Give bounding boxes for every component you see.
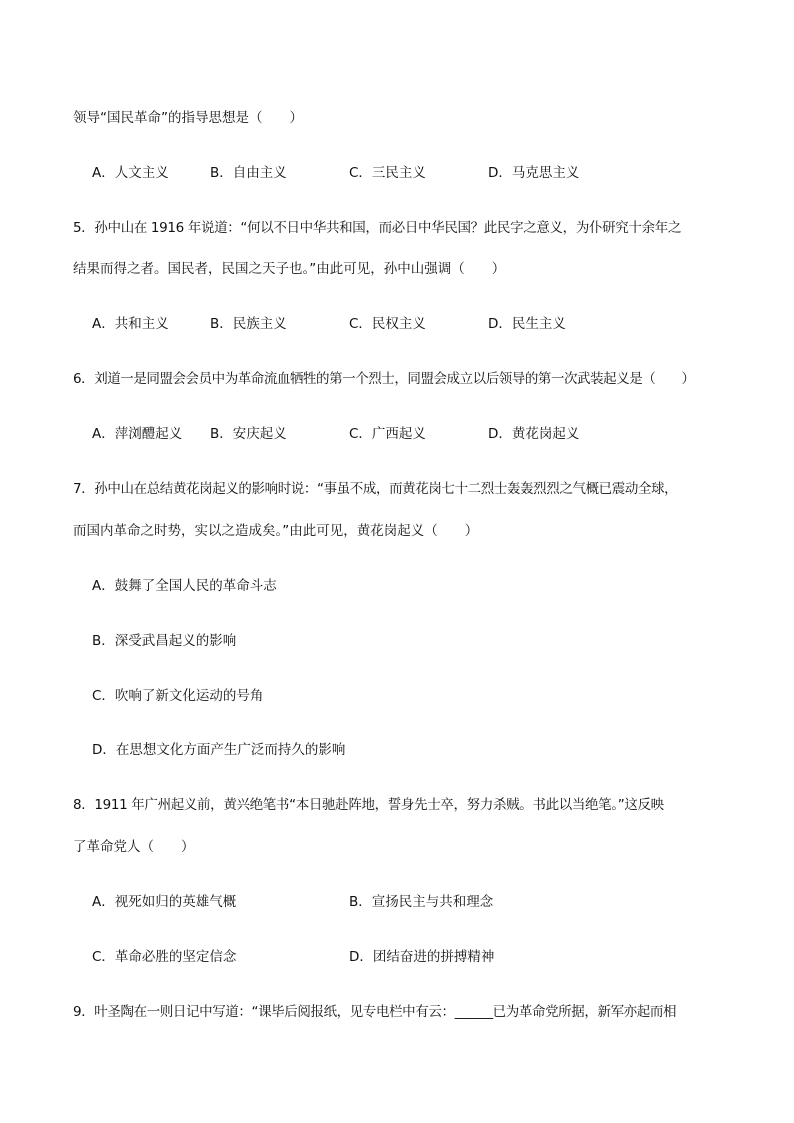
q8-option-a[interactable]: A．视死如归的英雄气概	[92, 894, 237, 910]
q6-option-c[interactable]: C．广西起义	[349, 426, 426, 442]
q8-stem-line2: 了革命党人（ ）	[73, 839, 195, 855]
q4-option-c[interactable]: C．三民主义	[349, 165, 426, 181]
q6-option-a[interactable]: A．萍浏醴起义	[92, 426, 183, 442]
q7-stem-line1: 7．孙中山在总结黄花岗起义的影响时说：“事虽不成，而黄花岗七十二烈士轰轰烈烈之气概已震动全球，	[73, 481, 678, 497]
q6-option-b[interactable]: B．安庆起义	[210, 426, 287, 442]
q5-option-d[interactable]: D．民生主义	[488, 316, 566, 332]
q7-option-d[interactable]: D．在思想文化方面产生广泛而持久的影响	[92, 742, 346, 758]
q7-option-b[interactable]: B．深受武昌起义的影响	[92, 633, 237, 649]
q8-option-d[interactable]: D．团结奋进的拼搏精神	[349, 949, 495, 965]
q7-option-a[interactable]: A．鼓舞了全国人民的革命斗志	[92, 578, 277, 594]
q5-option-c[interactable]: C．民权主义	[349, 316, 426, 332]
q7-stem-line2: 而国内革命之时势，实以之造成矣。”由此可见，黄花岗起义（ ）	[73, 523, 479, 539]
q6-stem-line1: 6．刘道一是同盟会会员中为革命流血牺牲的第一个烈士，同盟会成立以后领导的第一次武装起义是（ ）	[73, 371, 695, 387]
q4-option-b[interactable]: B．自由主义	[210, 165, 287, 181]
q9-stem-line1: 9．叶圣陶在一则日记中写道：“课毕后阅报纸，见专电栏中有云：______已为革命党所据，新军亦起而相	[73, 1004, 677, 1020]
q4-option-d[interactable]: D．马克思主义	[488, 165, 580, 181]
q5-option-b[interactable]: B．民族主义	[210, 316, 287, 332]
q8-option-b[interactable]: B．宣扬民主与共和理念	[349, 894, 494, 910]
q5-stem-line1: 5．孙中山在 1916 年说道：“何以不日中华共和国，而必日中华民国？此民字之意义，为仆研究十余年之	[73, 220, 682, 236]
q4-option-a[interactable]: A．人文主义	[92, 165, 169, 181]
q5-option-a[interactable]: A．共和主义	[92, 316, 169, 332]
q5-stem-line2: 结果而得之者。国民者，民国之天子也。”由此可见，孙中山强调（ ）	[73, 261, 506, 277]
q7-option-c[interactable]: C．吹响了新文化运动的号角	[92, 688, 264, 704]
q8-option-c[interactable]: C．革命必胜的坚定信念	[92, 949, 237, 965]
q6-option-d[interactable]: D．黄花岗起义	[488, 426, 580, 442]
q8-stem-line1: 8．1911 年广州起义前，黄兴绝笔书“本日驰赴阵地，誓身先士卒，努力杀贼。书此以当绝笔。”这反映	[73, 797, 664, 813]
q4-stem: 领导“国民革命”的指导思想是（ ）	[73, 110, 303, 126]
